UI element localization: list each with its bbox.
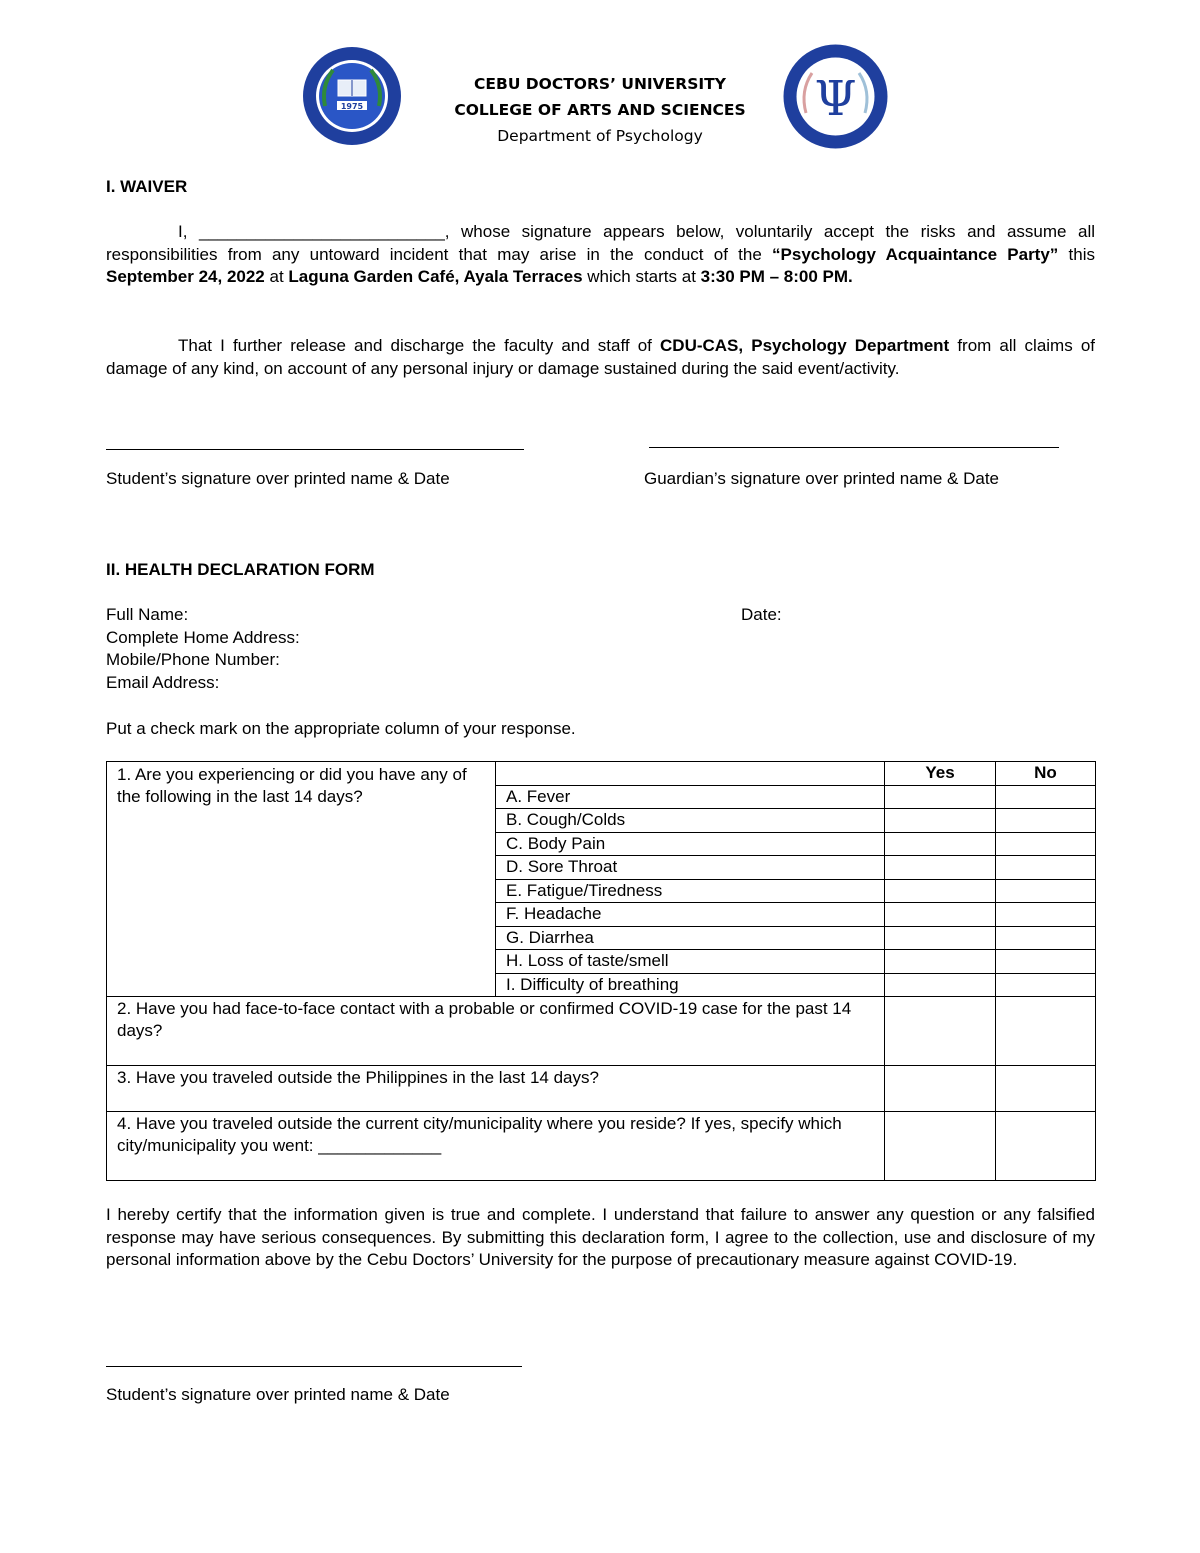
symptom-label: D. Sore Throat <box>496 856 885 880</box>
symptom-label: B. Cough/Colds <box>496 809 885 833</box>
waiver-title: I. WAIVER <box>106 177 188 196</box>
waiver-p2-suffix: from all claims of damage of any kind, on account of any personal injury or damage sustained during the said event/activity. <box>106 336 1096 378</box>
q3-yes-cell[interactable] <box>885 1066 996 1112</box>
symptom-label: G. Diarrhea <box>496 926 885 950</box>
fever-no-cell[interactable] <box>996 785 1096 809</box>
q2-no-cell[interactable] <box>996 997 1096 1066</box>
fatigue-no-cell[interactable] <box>996 879 1096 903</box>
symptom-label: H. Loss of taste/smell <box>496 950 885 974</box>
full-name-field[interactable]: Full Name: <box>106 605 189 624</box>
body-pain-no-cell[interactable] <box>996 832 1096 856</box>
question-4: 4. Have you traveled outside the current city/municipality where you reside? If yes, specify which city/municipality you went: _____________ <box>107 1112 885 1181</box>
waiver-paragraph-2 <box>106 335 1095 380</box>
headache-yes-cell[interactable] <box>885 903 996 927</box>
waiver-p2-prefix: That I further release and discharge the faculty and staff of <box>178 336 661 355</box>
question-2: 2. Have you had face-to-face contact with a probable or confirmed COVID-19 case for the past 14 days? <box>107 997 885 1066</box>
guardian-signature-line[interactable] <box>649 447 1059 448</box>
symptom-label: C. Body Pain <box>496 832 885 856</box>
q4-no-cell[interactable] <box>996 1112 1096 1181</box>
q4-yes-cell[interactable] <box>885 1112 996 1181</box>
psi-symbol: Ψ <box>814 71 857 127</box>
home-address-field[interactable]: Complete Home Address: <box>106 628 300 647</box>
phone-number-field[interactable]: Mobile/Phone Number: <box>106 650 280 669</box>
health-declaration-table <box>106 761 1096 1181</box>
event-name: “Psychology Acquaintance Party” <box>772 244 1059 264</box>
seal-year: 1975 <box>340 102 364 111</box>
loss-of-taste-no-cell[interactable] <box>996 950 1096 974</box>
waiver-p1-text: I, __________________________, whose signature appears below, voluntarily accept the risks and assume all responsibilities from any untoward incident that may arise in the conduct of the <box>106 222 1095 264</box>
organization-name: CDU-CAS, Psychology Department <box>660 336 950 355</box>
certification-paragraph: I hereby certify that the information given is true and complete. I understand that failure to answer any question or any falsified response may have serious consequences. By submitting this declaration form, I agree to the collection, use and disclosure of my personal information above by the Cebu Doctors’ University for the purpose of precautionary measure against COVID-19. <box>106 1205 1095 1269</box>
question-1: 1. Are you experiencing or did you have any of the following in the last 14 days? <box>107 762 496 997</box>
health-declaration-title: II. HEALTH DECLARATION FORM <box>106 560 375 579</box>
symptom-label: F. Headache <box>496 903 885 927</box>
yes-column-header: Yes <box>885 762 996 786</box>
date-field[interactable]: Date: <box>741 605 782 624</box>
waiver-paragraph-1 <box>106 221 1095 289</box>
q2-yes-cell[interactable] <box>885 997 996 1066</box>
headache-no-cell[interactable] <box>996 903 1096 927</box>
cough-no-cell[interactable] <box>996 809 1096 833</box>
university-seal-logo <box>301 46 403 146</box>
student-signature-line[interactable] <box>106 449 524 450</box>
symptom-label: I. Difficulty of breathing <box>496 973 885 997</box>
declaration-student-signature-label: Student’s signature over printed name & Date <box>106 1385 450 1404</box>
department-name: Department of Psychology <box>497 127 703 145</box>
difficulty-breathing-yes-cell[interactable] <box>885 973 996 997</box>
sore-throat-no-cell[interactable] <box>996 856 1096 880</box>
event-time: 3:30 PM – 8:00 PM. <box>700 267 853 286</box>
question-3: 3. Have you traveled outside the Philippines in the last 14 days? <box>107 1066 885 1112</box>
waiver-p1-starts: which starts at <box>582 267 701 286</box>
declaration-student-signature-line[interactable] <box>106 1366 522 1367</box>
diarrhea-no-cell[interactable] <box>996 926 1096 950</box>
body-pain-yes-cell[interactable] <box>885 832 996 856</box>
check-instruction: Put a check mark on the appropriate column of your response. <box>106 719 576 738</box>
email-address-field[interactable]: Email Address: <box>106 673 220 692</box>
symptom-label: E. Fatigue/Tiredness <box>496 879 885 903</box>
university-name: CEBU DOCTORS’ UNIVERSITY <box>474 75 726 93</box>
loss-of-taste-yes-cell[interactable] <box>885 950 996 974</box>
fever-yes-cell[interactable] <box>885 785 996 809</box>
sore-throat-yes-cell[interactable] <box>885 856 996 880</box>
event-venue: Laguna Garden Café, Ayala Terraces <box>288 267 583 286</box>
symptom-header-blank <box>496 762 885 786</box>
waiver-p1-at: at <box>264 267 289 286</box>
symptom-label: A. Fever <box>496 785 885 809</box>
cough-yes-cell[interactable] <box>885 809 996 833</box>
student-signature-label: Student’s signature over printed name & Date <box>106 469 450 488</box>
difficulty-breathing-no-cell[interactable] <box>996 973 1096 997</box>
waiver-p1-this: this <box>1058 244 1096 264</box>
q3-no-cell[interactable] <box>996 1066 1096 1112</box>
college-name: COLLEGE OF ARTS AND SCIENCES <box>454 101 746 119</box>
diarrhea-yes-cell[interactable] <box>885 926 996 950</box>
guardian-signature-label: Guardian’s signature over printed name & Date <box>644 469 999 488</box>
fatigue-yes-cell[interactable] <box>885 879 996 903</box>
event-date: September 24, 2022 <box>106 267 265 286</box>
letterhead <box>400 71 800 149</box>
no-column-header: No <box>996 762 1096 786</box>
